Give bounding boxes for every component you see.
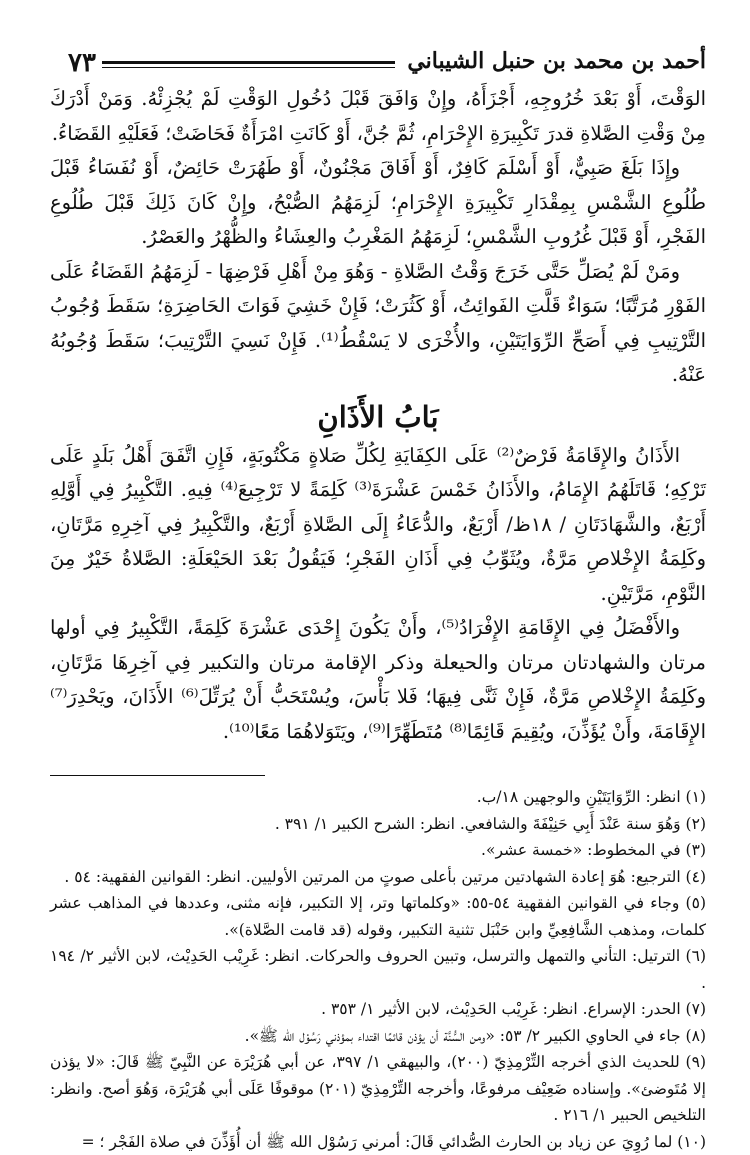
footnote: (٩) للحديث الذي أخرجه التِّرْمِذِيّ (٢٠٠)، والبيهقي ١/ ٣٩٧، عن أبي هُرَيْرَة عن النَّبِيّ ﷺ قَالَ: «لا يؤذن إلا مُتَوضئ». وإسناده ضَعِيْف مرفوعًا، وأخرجه التِّرْمِذِيّ (٢٠١) موقوفًا عَلَى أبي هُرَيْرَة، وَهُوَ أصح. وانظر: التلخيص الحبير ١/ ٢١٦ . xyxy=(50,1049,706,1129)
footnote: (٢) وَهُوَ سنة عَنْدَ أَبِي حَنِيْفَةَ والشافعي. انظر: الشرح الكبير ١/ ٣٩١ . xyxy=(50,811,706,838)
footnote: (١) انظر: الرِّوَايَتَيْنِ والوجهين ١٨/ب. xyxy=(50,784,706,811)
header-rule-thin xyxy=(102,67,395,68)
paragraph: الأَذَانُ والإِقَامَةُ فَرْضٌ⁽²⁾ عَلَى الكِفَايَةِ لِكُلِّ صَلاةٍ مَكْتُوبَةٍ، فَإِنِ اتَّفَقَ أَهْلُ بَلَدٍ عَلَى تَرْكِهِ؛ قَاتَلَهُمُ الإِمَامُ، والأَذَانُ خَمْسَ عَشْرَةَ⁽³⁾ كَلِمَةً لا تَرْجِيعَ⁽⁴⁾ فِيهِ. التَّكْبِيرُ فِي أَوَّلِهِ أَرْبَعٌ، والشَّهَادَتَانِ / ١٨ظ/ أَرْبَعٌ، والدُّعَاءُ إِلَى الصَّلاةِ أَرْبَعٌ، والتَّكْبِيرُ فِي آخِرِهِ مَرَّتَانِ، وكَلِمَةُ الإِخْلاصِ مَرَّةٌ، ويُثَوِّبُ فِي أَذَانِ الفَجْرِ؛ فَيَقُولُ بَعْدَ الحَيْعَلَةِ: الصَّلاةُ خَيْرٌ مِنَ النَّوْمِ، مَرَّتَيْنِ. xyxy=(50,439,706,612)
running-title: أحمد بن محمد بن حنبل الشيباني xyxy=(407,50,706,78)
paragraph: والأَفْضَلُ فِي الإِقَامَةِ الإِفْرَادُ⁽⁵⁾، وأَنْ يَكُونَ إِحْدَى عَشْرَةَ كَلِمَةً، التَّكْبِيرُ فِي أولها مرتان والشهادتان مرتان والحيعلة وذكر الإقامة مرتان والتكبير فِي آخِرِهَا مَرَّتَانِ، وكَلِمَةُ الإِخْلاصِ مَرَّةٌ، فَإِنْ ثَنَّى فِيهَا؛ فَلا بَأْسَ، ويُسْتَحَبُّ أَنْ يُرَتِّلَ⁽⁶⁾ الأَذَانَ، ويَحْدِرَ⁽⁷⁾ الإِقَامَةَ، وأَنْ يُؤَذِّنَ، ويُقِيمَ قَائِمًا⁽⁸⁾ مُتَطَهِّرًا⁽⁹⁾، ويَتَوَلاهُمَا مَعًا⁽¹⁰⁾. xyxy=(50,611,706,749)
paragraph: وإِذَا بَلَغَ صَبِيٌّ، أَوْ أَسْلَمَ كَافِرٌ، أَوْ أَفَاقَ مَجْنُونٌ، أَوْ طَهُرَتْ حَائِضٌ، أَوْ نُفَسَاءُ قَبْلَ طُلُوعِ الشَّمْسِ بِمِقْدَارِ تَكْبِيرَةِ الإِحْرَامِ؛ لَزِمَهُمُ الصُّبْحُ، وإِنْ كَانَ ذَلِكَ قَبْلَ طُلُوعِ الفَجْرِ، أَوْ قَبْلَ غُرُوبِ الشَّمْسِ؛ لَزِمَهُمُ المَغْرِبُ والعِشَاءُ والظُّهْرُ والعَصْرُ. xyxy=(50,151,706,255)
header-rule xyxy=(102,61,395,68)
footnote: (١٠) لما رُوِيَ عن زياد بن الحارث الصُّدائي قَالَ: أمرني رَسُوْل الله ﷺ أن أُؤَذِّنَ في صلاة الفَجْر ؛ = xyxy=(50,1129,706,1155)
footnote: (٧) الحدر: الإسراع. انظر: غَرِيْب الحَدِيْث، لابن الأثير ١/ ٣٥٣ . xyxy=(50,996,706,1023)
footnote: (٨) جاء في الحاوي الكبير ٢/ ٥٣: «ومن السُّنَّة أن يؤذن قائمًا اقتداء بمؤذني رَسُوْل الله ﷺ». xyxy=(50,1023,706,1050)
paragraph: ومَنْ لَمْ يُصَلِّ حَتَّى خَرَجَ وَقْتُ الصَّلاةِ - وَهُوَ مِنْ أَهْلِ فَرْضِهَا - لَزِمَهُمُ القَضَاءُ عَلَى الفَوْرِ مُرَتَّبًا؛ سَوَاءٌ قَلَّتِ الفَوائِتُ، أَوْ كَثُرَتْ؛ فَإِنْ خَشِيَ فَوَاتَ الحَاضِرَةِ؛ سَقَطَ وُجُوبُ التَّرْتِيبِ فِي أَصَحِّ الرِّوَايَتَيْنِ، والأُخْرَى لا يَسْقُطُ⁽¹⁾. فَإِنْ نَسِيَ التَّرْتِيبَ؛ سَقَطَ وُجُوبُهُ عَنْهُ. xyxy=(50,255,706,393)
footnote: (٣) في المخطوط: «خمسة عشر». xyxy=(50,837,706,864)
header-rule-thick xyxy=(102,61,395,64)
main-text xyxy=(50,82,706,749)
footnote: (٥) وجاء في القوانين الفقهية ٥٤-٥٥: «وكلماتها وتر، إلا التكبير، فإنه مثنى، وعددها في المذاهب عشر كلمات، ومذهب الشَّافِعِيِّ وابن حَنْبَل تثنية التكبير، وقوله (قد قامت الصَّلاة)». xyxy=(50,890,706,943)
footnote: (٦) الترتيل: التأني والتمهل والترسل، وتبين الحروف والحركات. انظر: غَرِيْب الحَدِيْث، لابن الأثير ٢/ ١٩٤ . xyxy=(50,943,706,996)
paragraph: الوَقْتَ، أَوْ بَعْدَ خُرُوجِهِ، أَجْزَأَهُ، وإِنْ وَافَقَ قَبْلَ دُخُولِ الوَقْتِ لَمْ يُجْزِئْهُ. وَمَنْ أَدْرَكَ مِنْ وَقْتِ الصَّلاةِ قدرَ تَكْبِيرَةِ الإِحْرَامِ، ثُمَّ جُنَّ، أَوْ كَانَتِ امْرَأَةٌ فَحَاضَتْ؛ فَعَلَيْهِ القَضَاءُ. xyxy=(50,82,706,151)
chapter-heading: بَابُ الأَذَانِ xyxy=(50,395,706,439)
footnote-separator xyxy=(50,775,265,776)
page-header xyxy=(50,30,706,78)
page-number: ٧٣ xyxy=(50,50,96,78)
footnotes xyxy=(50,784,706,1155)
footnote: (٤) الترجيع: هُوَ إعادة الشهادتين مرتين بأعلى صوتٍ من المرتين الأوليين. انظر: القوانين الفقهية: ٥٤ . xyxy=(50,864,706,891)
